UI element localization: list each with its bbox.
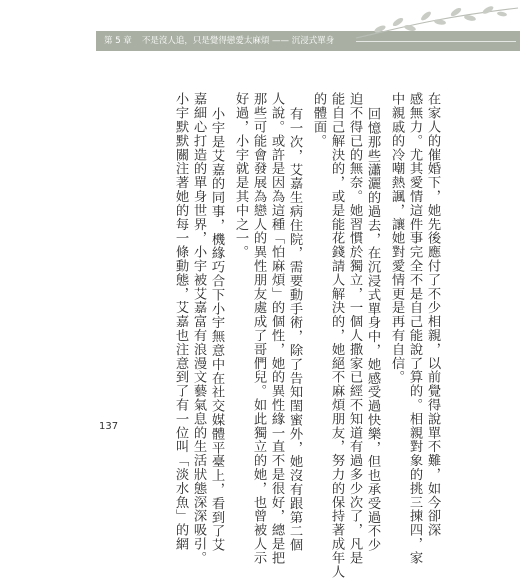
text-column-5: 迫不得已的無奈。她習慣於獨立，一個人撒家已經不知道有過多少次了，凡是	[347, 92, 362, 565]
text-column-10: 那些可能會發展為戀人的異性朋友處成了哥們兒。如此獨立的她，也曾被人示	[251, 92, 266, 565]
text-column-9: 人說。或許是因為這種「怕麻煩」的個性，她的異性緣一直不是很好，總是把	[269, 92, 284, 565]
chapter-number: 第 5 章	[104, 36, 132, 46]
text-column-13: 嘉細心打造的單身世界，小宇被艾嘉富有浪漫文藝氣息的生活狀態深深吸引。	[191, 92, 206, 565]
chapter-title: 不是沒人追，只是覺得戀愛太麻煩 —— 沉浸式單身	[141, 36, 335, 46]
text-column-12: 小宇是艾嘉的同事，機緣巧合下小宇無意中在社交媒體平臺上，看到了艾	[209, 107, 224, 552]
text-column-2: 感無力。尤其愛情這件事完全不是自己能說了算的。相親對象的挑三揀四，家	[407, 92, 422, 565]
page-number: 137	[99, 421, 119, 432]
leaf-branch-decoration	[352, 4, 520, 44]
chapter-header	[104, 33, 344, 49]
text-column-14: 小宇默默關注著她的每一條動態，艾嘉也注意到了有一位叫「淡水魚」的網	[173, 92, 188, 551]
text-column-4: 回憶那些瀟灑的過去，在沉浸式單身中，她感受過快樂，但也承受過不少	[365, 107, 380, 552]
text-column-7: 的體面。	[311, 92, 326, 148]
text-column-11: 好過，小宇就是其中之一。	[233, 92, 248, 259]
text-column-3: 中親戚的冷嘲熱諷，讓她對愛情更是再有自信。	[389, 92, 404, 384]
text-column-1: 在家人的催婚下，她先後應付了不少相親，以前覺得說單不難，如今卻深	[425, 92, 440, 537]
text-column-8: 有一次，艾嘉生病住院，需要動手術，除了告知閨蜜外，她沒有跟第二個	[287, 107, 302, 552]
text-column-6: 能自己解決的，或是能花錢請人解決的，她絕不麻煩朋友，努力的保持著成年人	[329, 92, 344, 579]
